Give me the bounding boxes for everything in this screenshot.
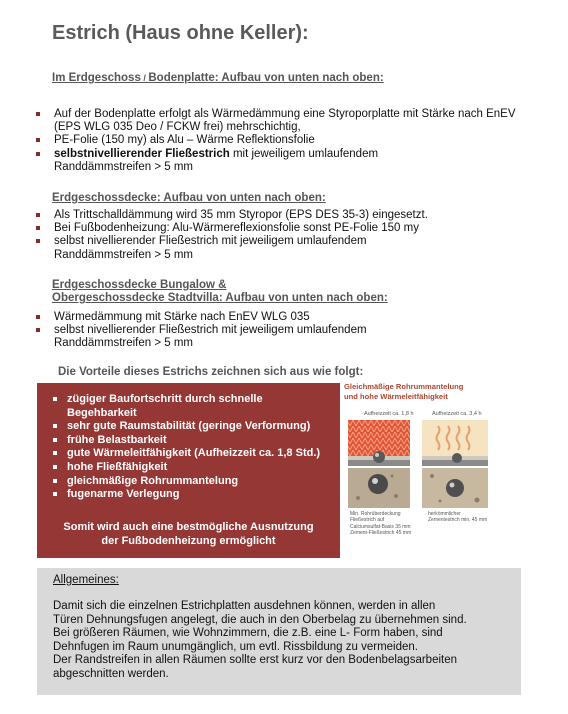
figure-left-caption: Min. Rohrüberdeckung Fließestrich auf Calciumsulfat-Basis 35 mm Zement-Fließestrich 45 mm <box>350 511 412 537</box>
general-notes-box <box>37 568 521 695</box>
section3-list <box>36 311 367 351</box>
list-item-continuation: (EPS WLG 035 Deo / FCKW frei) mehrschichtig, <box>54 121 301 134</box>
list-item: fugenarme Verlegung <box>53 488 320 502</box>
figure-right-caption: herkömmlicher Zementestrich min. 45 mm <box>428 511 488 524</box>
list-item-continuation: Randdämmstreifen > 5 mm <box>54 248 194 261</box>
flowing-screed-sample-photo <box>344 468 414 508</box>
list-item: Auf der Bodenplatte erfolgt als Wärmedämmung eine Styroporplatte mit Stärke nach EnEV <box>36 108 516 121</box>
section1-heading <box>52 72 384 85</box>
advantages-summary: Somit wird auch eine bestmögliche Ausnutzung der Fußbodenheizung ermöglicht <box>63 521 314 547</box>
figure-left-label: Aufheizzeit ca. 1,8 h <box>364 411 414 417</box>
section1-heading-a: Im Erdgeschoss <box>52 72 141 84</box>
list-item: selbstnivellierender Fließestrich mit jeweiligem umlaufendem <box>36 148 516 161</box>
page-title: Estrich (Haus ohne Keller): <box>52 22 309 44</box>
list-item: zügiger Baufortschritt durch schnelle <box>53 393 320 407</box>
section3-heading-line2: Obergeschossdecke Stadtvilla: Aufbau von unten nach oben: <box>52 292 388 304</box>
screed-comparison-figure <box>344 380 494 558</box>
general-notes-text: Damit sich die einzelnen Estrichplatten ausdehnen können, werden in allen Türen Dehnungsfugen angelegt, die auch in den Oberbelag zu übernehmen sind. Bei größeren Räumen, wie Wohnzimmern, die z.B. eine L- Form haben, sind Dehnfugen im Raum unumgänglich, um evtl. Rissbildung zu vermeiden. Der Randstreifen in allen Räumen sollte erst kurz vor den Bodenbelagsarbeiten abgeschnitten werden. <box>53 600 467 680</box>
list-item: selbst nivellierender Fließestrich mit jeweiligem umlaufendem <box>36 235 428 248</box>
list-item: sehr gute Raumstabilität (geringe Verformung) <box>53 420 320 434</box>
section1-heading-b: Bodenplatte: Aufbau von unten nach oben: <box>148 72 384 84</box>
general-notes-heading: Allgemeines: <box>53 574 119 586</box>
list-item: hohe Fließfähigkeit <box>53 461 320 475</box>
advantages-list <box>53 393 320 502</box>
conventional-screed-heat-illustration <box>422 420 492 466</box>
list-item: Wärmedämmung mit Stärke nach EnEV WLG 035 <box>36 311 367 324</box>
advantages-box <box>37 383 340 558</box>
list-item: Bei Fußbodenheizung: Alu-Wärmereflexionsfolie sonst PE-Folie 150 my <box>36 222 428 235</box>
section2-heading: Erdgeschossdecke: Aufbau von unten nach oben: <box>52 192 326 204</box>
section3-heading-line1: Erdgeschossdecke Bungalow & <box>52 279 227 291</box>
section2-list <box>36 209 428 262</box>
advantages-heading: Die Vorteile dieses Estrichs zeichnen sich aus wie folgt: <box>58 366 364 378</box>
list-item-continuation: Randdämmstreifen > 5 mm <box>54 160 194 173</box>
list-item: frühe Belastbarkeit <box>53 434 320 448</box>
list-item: gute Wärmeleitfähigkeit (Aufheizzeit ca. 1,8 Std.) <box>53 447 320 461</box>
list-item-continuation: Randdämmstreifen > 5 mm <box>54 337 194 350</box>
section1-heading-sep: / <box>140 73 149 83</box>
list-item: PE-Folie (150 my) als Alu – Wärme Reflektionsfolie <box>36 134 516 147</box>
section1-list <box>36 108 516 174</box>
conventional-screed-sample-photo <box>422 468 492 508</box>
list-item-continuation: Begehbarkeit <box>67 406 137 419</box>
flowing-screed-heat-illustration <box>344 420 414 466</box>
figure-title: Gleichmäßige Rohrummantelung und hohe Wärmeleitfähigkeit <box>344 382 464 401</box>
section3-heading <box>52 279 388 305</box>
list-item: Als Trittschalldämmung wird 35 mm Styropor (EPS DES 35-3) eingesetzt. <box>36 209 428 222</box>
list-item: gleichmäßige Rohrummantelung <box>53 475 320 489</box>
list-item: selbst nivellierender Fließestrich mit jeweiligem umlaufendem <box>36 324 367 337</box>
figure-right-label: Aufheizzeit ca. 3,4 h <box>432 411 482 417</box>
